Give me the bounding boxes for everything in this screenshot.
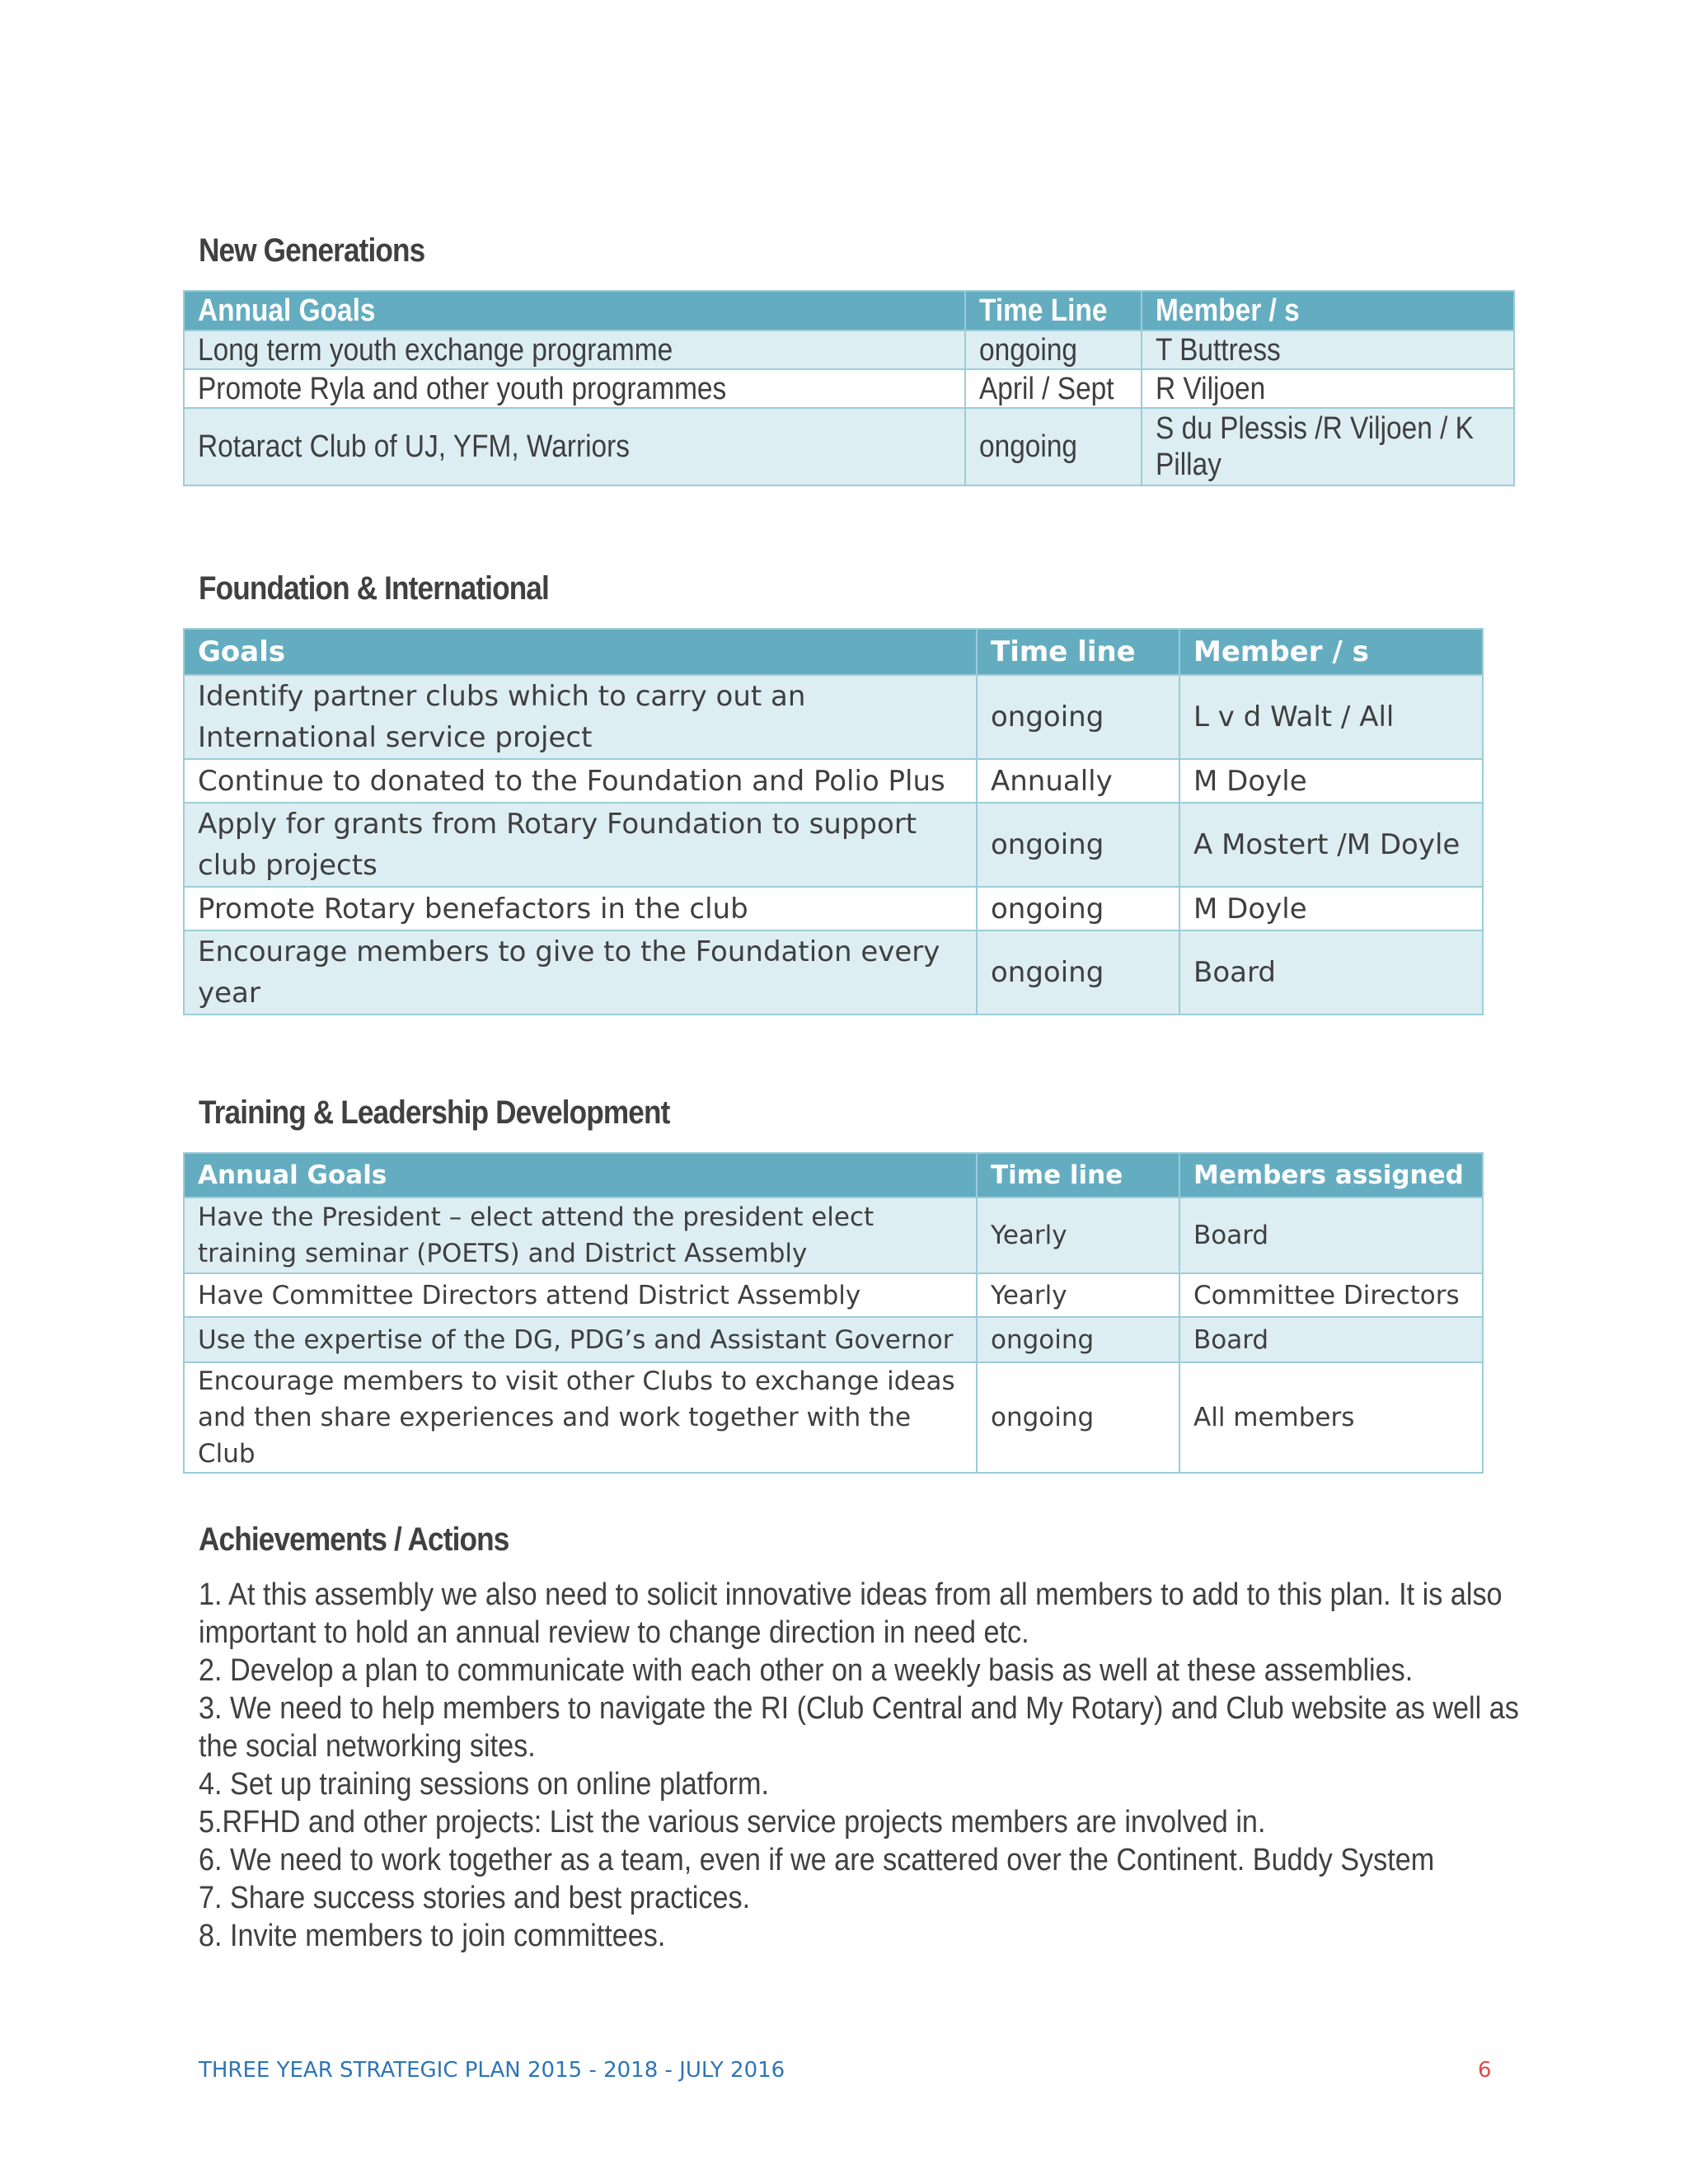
table-row (184, 887, 1483, 930)
foundation-table (183, 628, 1484, 1015)
achievements-list (199, 1576, 1519, 1955)
table-row (184, 759, 1483, 803)
member-cell: M Doyle (1179, 887, 1483, 930)
member-cell: M Doyle (1179, 759, 1483, 803)
member-cell: R Viljoen (1142, 369, 1514, 408)
timeline-cell: Yearly (977, 1197, 1179, 1273)
table-row (184, 675, 1483, 759)
timeline-cell: ongoing (965, 330, 1142, 369)
timeline-cell: ongoing (977, 675, 1179, 759)
member-cell: T Buttress (1142, 330, 1514, 369)
timeline-cell: Annually (977, 759, 1179, 803)
member-cell: Board (1179, 1197, 1483, 1273)
column-header: Members assigned (1179, 1153, 1483, 1197)
member-cell: All members (1179, 1362, 1483, 1473)
table-row (184, 369, 1514, 408)
member-cell: L v d Walt / All (1179, 675, 1483, 759)
timeline-cell: ongoing (977, 1362, 1179, 1473)
timeline-cell: ongoing (977, 803, 1179, 887)
achievement-line: 6. We need to work together as a team, even if we are scattered over the Continent. Buddy System (199, 1843, 1435, 1877)
member-cell: S du Plessis /R Viljoen / K Pillay (1142, 408, 1514, 485)
table-row (184, 1197, 1483, 1273)
goal-cell: Rotaract Club of UJ, YFM, Warriors (184, 408, 965, 485)
timeline-cell: ongoing (977, 887, 1179, 930)
column-header: Annual Goals (184, 1153, 977, 1197)
table-header-row (184, 291, 1514, 330)
achievement-line: 1. At this assembly we also need to solicit innovative ideas from all members to add to this plan. It is also (199, 1577, 1503, 1612)
goal-cell: Apply for grants from Rotary Foundation to support club projects (184, 803, 977, 887)
table-row (184, 408, 1514, 485)
table-header-row (184, 1153, 1483, 1197)
member-cell: Committee Directors (1179, 1273, 1483, 1317)
column-header: Time line (977, 629, 1179, 675)
goal-cell: Use the expertise of the DG, PDG’s and Assistant Governor (184, 1317, 977, 1362)
table-row (184, 1273, 1483, 1317)
training-table (183, 1152, 1484, 1474)
table-row (184, 930, 1483, 1015)
timeline-cell: ongoing (977, 930, 1179, 1015)
new-generations-table (183, 290, 1515, 486)
achievement-line: 2. Develop a plan to communicate with each other on a weekly basis as well at these assemblies. (199, 1653, 1414, 1688)
goal-cell: Promote Ryla and other youth programmes (184, 369, 965, 408)
table-row (184, 1362, 1483, 1473)
achievement-line: 5.RFHD and other projects: List the various service projects members are involved in. (199, 1805, 1266, 1840)
achievement-line: 8. Invite members to join committees. (199, 1919, 666, 1953)
new-generations-heading: New Generations (199, 232, 425, 269)
achievement-line: the social networking sites. (199, 1729, 536, 1764)
member-cell: Board (1179, 1317, 1483, 1362)
table-row (184, 1317, 1483, 1362)
timeline-cell: ongoing (977, 1317, 1179, 1362)
training-heading: Training & Leadership Development (199, 1094, 670, 1131)
achievements-heading: Achievements / Actions (199, 1521, 509, 1558)
achievement-line: important to hold an annual review to change direction in need etc. (199, 1615, 1029, 1650)
column-header: Goals (184, 629, 977, 675)
goal-cell: Identify partner clubs which to carry out an International service project (184, 675, 977, 759)
timeline-cell: Yearly (977, 1273, 1179, 1317)
table-header-row (184, 629, 1483, 675)
goal-cell: Promote Rotary benefactors in the club (184, 887, 977, 930)
goal-cell: Continue to donated to the Foundation and Polio Plus (184, 759, 977, 803)
timeline-cell: ongoing (965, 408, 1142, 485)
table-row (184, 330, 1514, 369)
goal-cell: Long term youth exchange programme (184, 330, 965, 369)
achievement-line: 7. Share success stories and best practices. (199, 1881, 751, 1915)
timeline-cell: April / Sept (965, 369, 1142, 408)
column-header: Time Line (965, 291, 1142, 330)
goal-cell: Encourage members to give to the Foundation every year (184, 930, 977, 1015)
column-header: Member / s (1142, 291, 1514, 330)
achievement-line: 4. Set up training sessions on online platform. (199, 1767, 770, 1802)
foundation-heading: Foundation & International (199, 570, 549, 607)
page-number: 6 (1478, 2058, 1492, 2083)
achievement-line: 3. We need to help members to navigate the RI (Club Central and My Rotary) and Club website as well as (199, 1691, 1519, 1726)
goal-cell: Encourage members to visit other Clubs to exchange ideas and then share experiences and work together with the Club (184, 1362, 977, 1473)
member-cell: A Mostert /M Doyle (1179, 803, 1483, 887)
table-row (184, 803, 1483, 887)
column-header: Time line (977, 1153, 1179, 1197)
footer-title: THREE YEAR STRATEGIC PLAN 2015 - 2018 - JULY 2016 (199, 2058, 785, 2083)
member-cell: Board (1179, 930, 1483, 1015)
column-header: Annual Goals (184, 291, 965, 330)
goal-cell: Have Committee Directors attend District Assembly (184, 1273, 977, 1317)
goal-cell: Have the President – elect attend the president elect training seminar (POETS) and District Assembly (184, 1197, 977, 1273)
column-header: Member / s (1179, 629, 1483, 675)
